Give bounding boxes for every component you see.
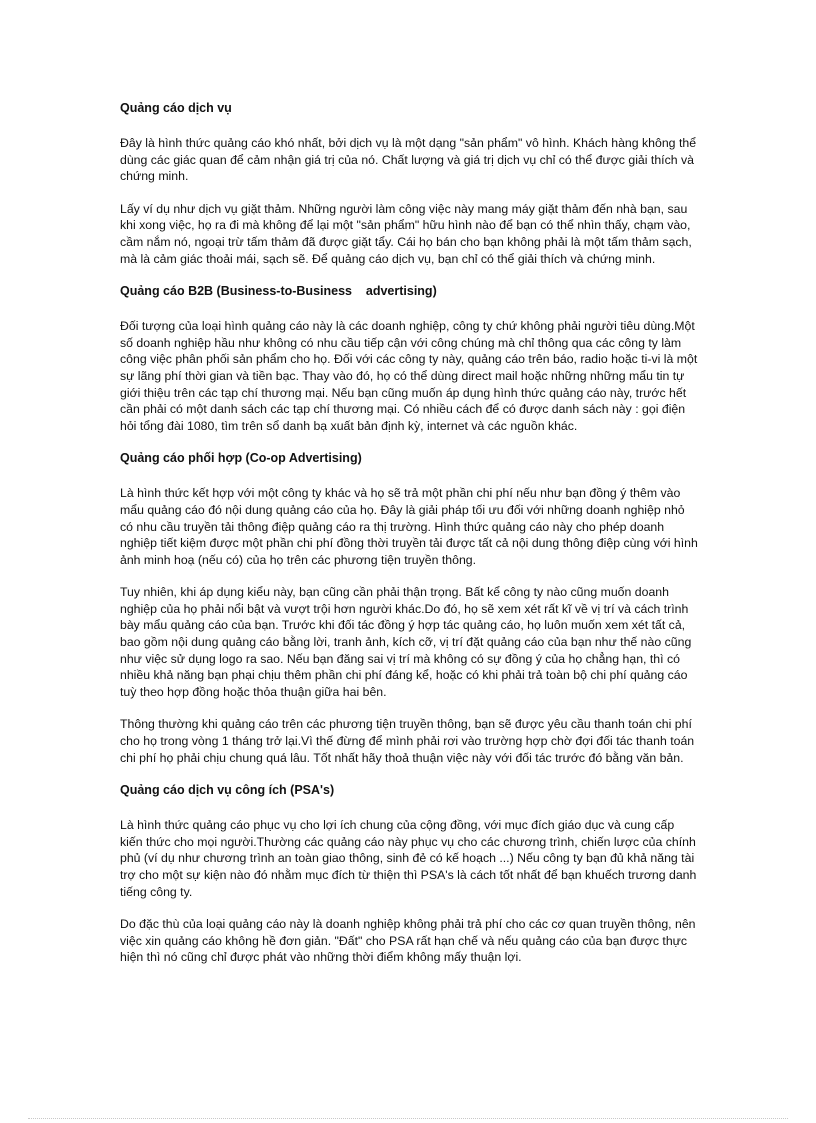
paragraph: Là hình thức quảng cáo phục vụ cho lợi ích chung của cộng đồng, với mục đích giáo dục và cung cấp kiến thức cho mọi người.Thường các quảng cáo này phục vụ cho các chương trình, chiến lược của chính phủ (ví dụ như chương trình an toàn giao thông, sinh đẻ có kế hoạch ...) Nếu công ty bạn đủ khả năng tài trợ cho một sự kiện nào đó nhằm mục đích từ thiện thì PSA's là cách tốt nhất để bạn khuếch trương danh tiếng công ty. [120,818,697,899]
paragraph: Đây là hình thức quảng cáo khó nhất, bởi dịch vụ là một dạng "sản phẩm" vô hình. Khách hàng không thể dùng các giác quan để cảm nhận giá trị của nó. Chất lượng và giá trị dịch vụ chỉ có thể được giải thích và chứng minh. [120,136,697,184]
paragraph: Là hình thức kết hợp với một công ty khác và họ sẽ trả một phần chi phí nếu như bạn đồng ý thêm vào mẩu quảng cáo đó nội dung quảng cáo của họ. Đây là giải pháp tối ưu đối với những doanh nghiệp nhỏ có nhu cầu truyền tải thông điệp quảng cáo ra thị trường. Hình thức quảng cáo này cho phép doanh nghiệp tiết kiệm được một phần chi phí đồng thời truyền tải được tất cả nội dung thông điệp cùng với hình ảnh minh hoạ (nếu có) của họ trên các phương tiện truyền thông. [120,486,698,567]
section-b2b-ads [120,283,698,434]
section-heading: Quảng cáo phối hợp (Co-op Advertising) [120,451,362,466]
section-heading: Quảng cáo dịch vụ công ích (PSA's) [120,783,335,798]
paragraph: Đối tượng của loại hình quảng cáo này là các doanh nghiệp, công ty chứ không phải người tiêu dùng.Một số doanh nghiệp hầu như không có nhu cầu tiếp cận với công chúng mà chỉ thông qua các công ty làm công việc phân phối sản phẩm cho họ. Đối với các công ty này, quảng cáo trên báo, radio hoặc ti-vi là một sự lãng phí thời gian và tiền bạc. Thay vào đó, họ có thể dùng direct mail hoặc những những mẩu tin tự giới thiệu trên các tạp chí thương mại. Nếu bạn cũng muốn áp dụng hình thức quảng cáo này, trước hết cần phải có một danh sách các tạp chí thương mại. Có nhiều cách để có được danh sách này : gọi điện hỏi tổng đài 1080, tìm trên sổ danh bạ xuất bản định kỳ, internet và các nguồn khác. [120,319,698,433]
section-service-ads [120,100,698,267]
paragraph: Tuy nhiên, khi áp dụng kiểu này, bạn cũng cần phải thận trọng. Bất kể công ty nào cũng muốn doanh nghiệp của họ phải nổi bật và vượt trội hơn người khác.Do đó, họ sẽ xem xét rất kĩ về vị trí và cách trình bày mẩu quảng cáo của bạn. Trước khi đối tác đồng ý hợp tác quảng cáo, họ luôn muốn xem xét tất cả, bao gồm nội dung quảng cáo bằng lời, tranh ảnh, kích cỡ, vị trí đặt quảng cáo của bạn như thế nào cũng như việc sử dụng logo ra sao. Nếu bạn đăng sai vị trí mà không có sự đồng ý của họ chẳng hạn, thì có nhiều khả năng bạn phại chịu thêm phần chi phí đáng kể, hoặc có khi phải trả toàn bộ chi phí quảng cáo tuỳ theo hợp đồng hoặc thỏa thuận giữa hai bên. [120,585,692,699]
paragraph: Thông thường khi quảng cáo trên các phương tiện truyền thông, bạn sẽ được yêu cầu thanh toán chi phí cho họ trong vòng 1 tháng trở lại.Vì thế đừng để mình phải rơi vào trường hợp chờ đợi đối tác thanh toán chi phí họ phải chịu chung quá lâu. Tốt nhất hãy thoả thuận việc này với đối tác trước đó bằng văn bản. [120,717,695,765]
document-body [120,100,698,982]
page-bottom-rule [28,1118,788,1119]
section-psa-ads [120,782,698,966]
section-heading: Quảng cáo B2B (Business-to-Business advertising) [120,284,437,299]
section-coop-ads [120,450,698,766]
paragraph: Lấy ví dụ như dịch vụ giặt thảm. Những người làm công việc này mang máy giặt thảm đến nhà bạn, sau khi xong việc, họ ra đi mà không để lại một "sản phẩm" hữu hình nào để bạn có thể nhìn thấy, chạm vào, cầm nắm nó, ngoại trừ tấm thảm đã được giặt tẩy. Cái họ bán cho bạn không phải là một tấm thảm sạch, mà là cảm giác thoải mái, sạch sẽ. Để quảng cáo dịch vụ, bạn chỉ có thể giải thích và chứng minh. [120,201,692,266]
paragraph: Do đặc thù của loại quảng cáo này là doanh nghiệp không phải trả phí cho các cơ quan truyền thông, nên việc xin quảng cáo không hề đơn giản. "Đất" cho PSA rất hạn chế và nếu quảng cáo của bạn được thực hiện thì nó cũng chỉ được phát vào những thời điểm không mấy thuận lợi. [120,917,696,965]
section-heading: Quảng cáo dịch vụ [120,101,232,115]
